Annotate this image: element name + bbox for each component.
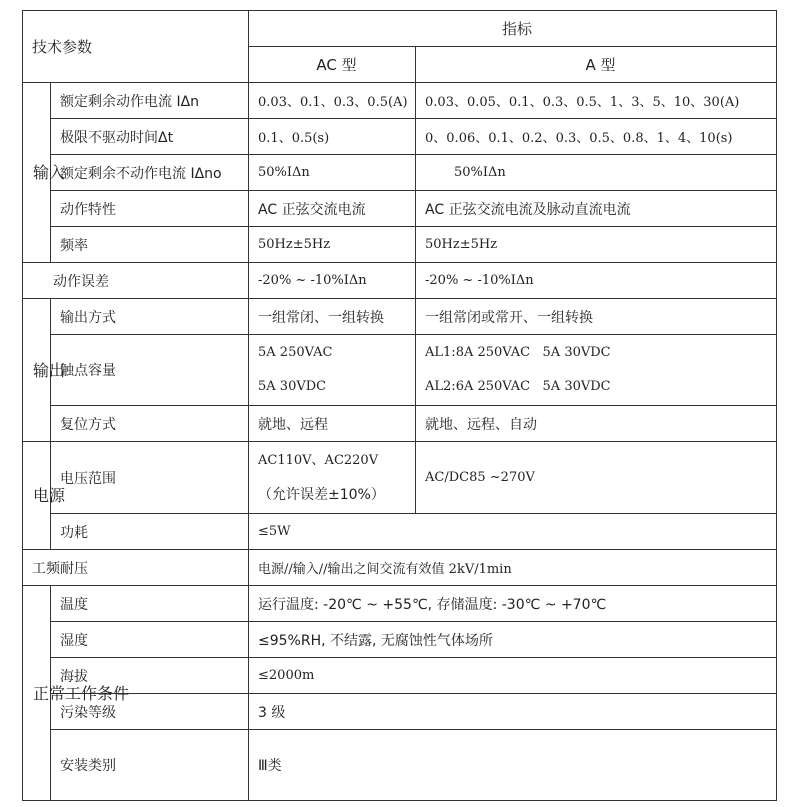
ac-value: AC 正弦交流电流 [249,191,416,227]
row-label: 工频耐压 [23,550,249,586]
value-cell: 3 级 [249,694,777,730]
output-section-label: 输出 [23,299,51,442]
a-value [416,335,777,406]
ac-value: -20% ~ -10%IΔn [249,263,416,299]
table-row [23,263,777,299]
ac-line-1: 5A 250VAC [258,345,333,360]
ac-line-2: 5A 30VDC [258,379,327,394]
row-label: 污染等级 [51,694,249,730]
value-cell: ≤95%RH, 不结露, 无腐蚀性气体场所 [249,622,777,658]
table-row [23,335,777,406]
a-value: 0.03、0.05、0.1、0.3、0.5、1、3、5、10、30(A) [416,83,777,119]
spec-table [22,10,777,801]
ac-line-1: AC110V、AC220V [258,452,379,468]
value-cell: ≤5W [249,514,777,550]
table-row [23,550,777,586]
input-section-label: 输入 [23,83,51,263]
table-row [23,622,777,658]
row-label: 额定剩余不动作电流 IΔno [51,155,249,191]
conditions-section-label: 正常工作条件 [23,586,51,801]
table-row [23,442,777,514]
a-value: AC/DC85 ~270V [416,442,777,514]
ac-value: 50%IΔn [249,155,416,191]
header-row [23,11,777,47]
row-label: 输出方式 [51,299,249,335]
ac-line-2: （允许误差±10%） [258,486,385,503]
table-row [23,658,777,694]
row-label: 湿度 [51,622,249,658]
ac-value: 0.1、0.5(s) [249,119,416,155]
a-value: 50%IΔn [416,155,777,191]
value-cell: 运行温度: -20℃ ~ +55℃, 存储温度: -30℃ ~ +70℃ [249,586,777,622]
row-label: 触点容量 [51,335,249,406]
a-value: -20% ~ -10%IΔn [416,263,777,299]
row-label: 频率 [51,227,249,263]
a-value: 0、0.06、0.1、0.2、0.3、0.5、0.8、1、4、10(s) [416,119,777,155]
value-cell: Ⅲ类 [249,730,777,801]
spec-sheet [22,10,776,799]
row-label: 功耗 [51,514,249,550]
table-row [23,586,777,622]
a-value: 一组常闭或常开、一组转换 [416,299,777,335]
a-value: 50Hz±5Hz [416,227,777,263]
row-label: 电压范围 [51,442,249,514]
a-value: AC 正弦交流电流及脉动直流电流 [416,191,777,227]
row-label: 极限不驱动时间Δt [51,119,249,155]
row-label: 安装类别 [51,730,249,801]
ac-value: 就地、远程 [249,406,416,442]
table-row [23,191,777,227]
ac-type-header: AC 型 [249,47,416,83]
row-label: 额定剩余动作电流 IΔn [51,83,249,119]
row-label: 动作特性 [51,191,249,227]
ac-value [249,442,416,514]
a-line-1: AL1:8A 250VAC 5A 30VDC [425,345,611,360]
table-row [23,83,777,119]
a-value: 就地、远程、自动 [416,406,777,442]
row-label: 复位方式 [51,406,249,442]
table-row [23,514,777,550]
table-row [23,730,777,801]
table-row [23,227,777,263]
row-label: 动作误差 [23,263,249,299]
ac-value: 0.03、0.1、0.3、0.5(A) [249,83,416,119]
value-cell: 电源//输入//输出之间交流有效值 2kV/1min [249,550,777,586]
table-row [23,406,777,442]
indicator-header: 指标 [249,11,777,47]
power-section-label: 电源 [23,442,51,550]
table-row [23,694,777,730]
params-header: 技术参数 [23,11,249,83]
table-row [23,299,777,335]
a-type-header: A 型 [416,47,777,83]
row-label: 温度 [51,586,249,622]
table-row [23,119,777,155]
table-row [23,155,777,191]
ac-value: 50Hz±5Hz [249,227,416,263]
ac-value: 一组常闭、一组转换 [249,299,416,335]
row-label: 海拔 [51,658,249,694]
ac-value [249,335,416,406]
a-line-2: AL2:6A 250VAC 5A 30VDC [425,379,611,394]
value-cell: ≤2000m [249,658,777,694]
